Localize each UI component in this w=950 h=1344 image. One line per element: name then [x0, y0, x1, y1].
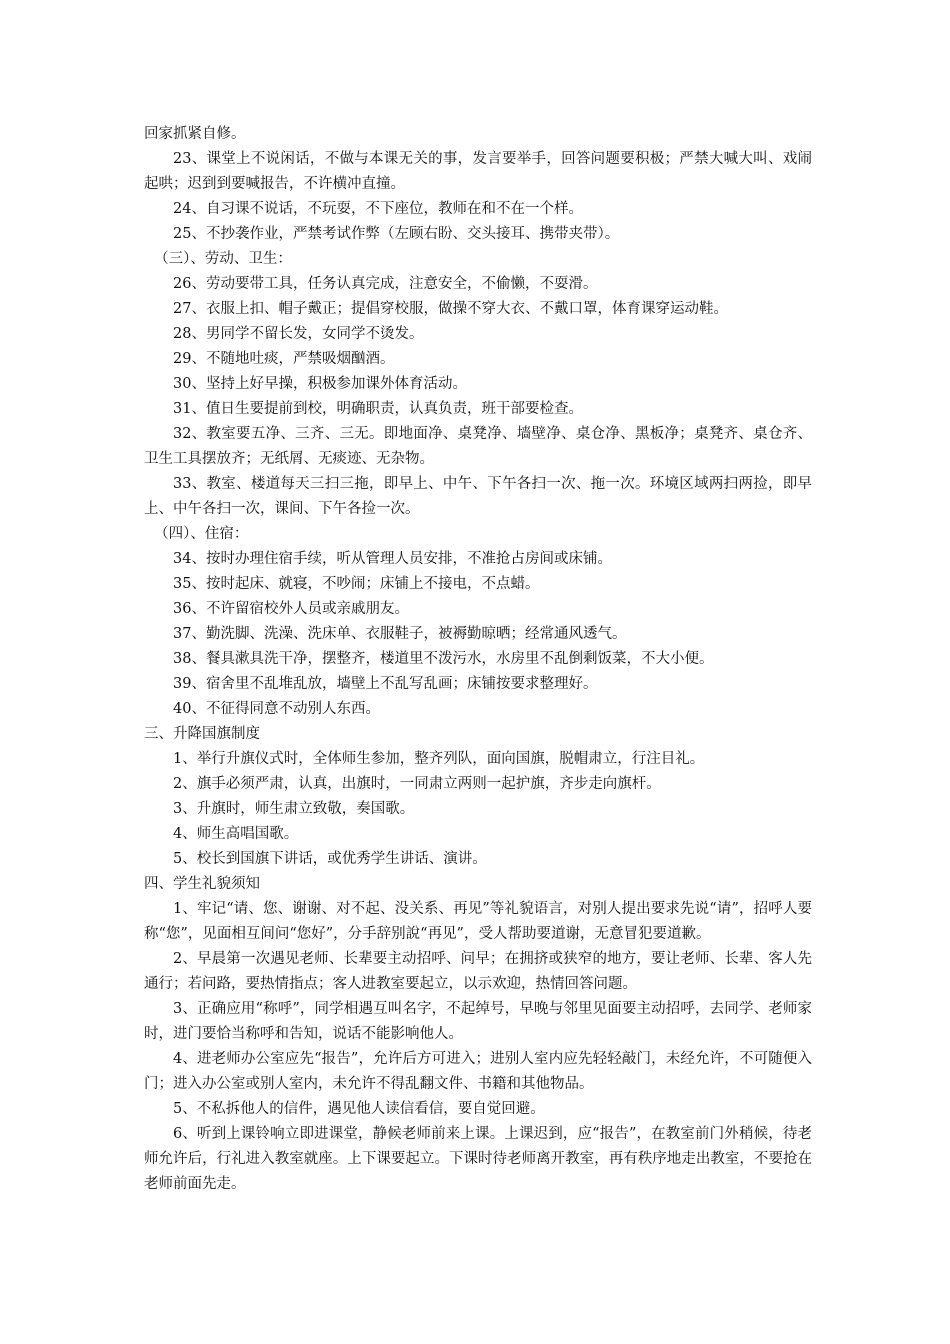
paragraph: 32、教室要五净、三齐、三无。即地面净、桌凳净、墙壁净、桌仓净、黑板净；桌凳齐、桌仓齐、卫生工具摆放齐；无纸屑、无痰迹、无杂物。 — [144, 426, 812, 467]
paragraph: 1、牢记“请、您、谢谢、对不起、没关系、再见”等礼貌语言，对别人提出要求先说“请”，招呼人要称“您”，见面相互间问“您好”，分手辞别說“再见”，受人帮助要道谢，无意冒犯要道歉。 — [144, 901, 812, 942]
paragraph: 4、进老师办公室应先“报告”，允许后方可进入；进别人室内应先轻轻敲门，未经允许，不可随便入门；进入办公室或别人室内，未允许不得乱翻文件、书籍和其他物品。 — [144, 1051, 812, 1092]
paragraph: 33、教室、楼道每天三扫三拖，即早上、中午、下午各扫一次、拖一次。环境区域两扫两捡，即早上、中午各扫一次，课间、下午各捡一次。 — [144, 476, 812, 517]
paragraph: 34、按时办理住宿手续，听从管理人员安排，不准抢占房间或床铺。 — [173, 551, 612, 567]
paragraph: 37、勤洗脚、洗澡、洗床单、衣服鞋子，被褥勤晾晒；经常通风透气。 — [173, 626, 627, 642]
paragraph: 25、不抄袭作业，严禁考试作弊（左顾右盼、交头接耳、携带夹带）。 — [173, 226, 620, 242]
subsection-heading: （三）、劳动、卫生： — [154, 251, 292, 267]
paragraph: 31、值日生要提前到校，明确职责，认真负责，班干部要检查。 — [173, 401, 583, 417]
paragraph: 回家抓紧自修。 — [144, 126, 246, 142]
paragraph: 28、男同学不留长发，女同学不烫发。 — [173, 326, 424, 342]
paragraph: 40、不征得同意不动别人东西。 — [173, 701, 380, 717]
paragraph: 6、听到上课铃响立即进课堂，静候老师前来上课。上课迟到，应“报告”，在教室前门外稍候，待老师允许后，行礼进入教室就座。上下课要起立。下课时待老师离开教室，再有秩序地走出教室，不要抢在老师前面先走。 — [144, 1126, 812, 1192]
paragraph: 3、升旗时，师生肃立致敬，奏国歌。 — [173, 801, 415, 817]
paragraph: 26、劳动要带工具，任务认真完成，注意安全，不偷懒，不耍滑。 — [173, 276, 598, 292]
paragraph: 3、正确应用“称呼”，同学相遇互叫名字，不起绰号，早晚与邻里见面要主动招呼，去同学、老师家时，进门要恰当称呼和告知，说话不能影响他人。 — [144, 1001, 812, 1042]
paragraph: 2、旗手必须严肃，认真，出旗时，一同肃立两则一起护旗，齐步走向旗杆。 — [173, 776, 661, 792]
section-heading: 四、学生礼貌须知 — [144, 876, 260, 892]
document-body — [144, 122, 812, 1197]
paragraph: 24、自习课不说话，不玩耍，不下座位，教师在和不在一个样。 — [173, 201, 583, 217]
paragraph: 39、宿舍里不乱堆乱放，墙壁上不乱写乱画；床铺按要求整理好。 — [173, 676, 598, 692]
paragraph: 1、举行升旗仪式时，全体师生参加，整齐列队，面向国旗，脱帽肃立，行注目礼。 — [173, 751, 705, 767]
subsection-heading: （四）、住宿： — [154, 526, 249, 542]
paragraph: 23、课堂上不说闲话，不做与本课无关的事，发言要举手，回答问题要积极；严禁大喊大叫、戏闹起哄；迟到到要喊报告，不许横冲直撞。 — [144, 151, 812, 192]
paragraph: 2、早晨第一次遇见老师、长辈要主动招呼、问早；在拥挤或狭窄的地方，要让老师、长辈、客人先通行；若问路，要热情指点；客人进教室要起立，以示欢迎，热情回答问题。 — [144, 951, 812, 992]
paragraph: 5、不私拆他人的信件，遇见他人读信看信，要自觉回避。 — [173, 1101, 545, 1117]
section-heading: 三、升降国旗制度 — [144, 726, 260, 742]
paragraph: 27、衣服上扣、帽子戴正；提倡穿校服，做操不穿大衣、不戴口罩，体育课穿运动鞋。 — [173, 301, 728, 317]
paragraph: 29、不随地吐痰，严禁吸烟酗酒。 — [173, 351, 395, 367]
paragraph: 38、餐具漱具洗干净，摆整齐，楼道里不泼污水，水房里不乱倒剩饭菜，不大小便。 — [173, 651, 714, 667]
paragraph: 30、坚持上好早操，积极参加课外体育活动。 — [173, 376, 467, 392]
paragraph: 35、按时起床、就寝，不吵闹；床铺上不接电，不点蜡。 — [173, 576, 540, 592]
paragraph: 4、师生高唱国歌。 — [173, 826, 299, 842]
paragraph: 36、不许留宿校外人员或亲戚朋友。 — [173, 601, 409, 617]
paragraph: 5、校长到国旗下讲话，或优秀学生讲话、演讲。 — [173, 851, 487, 867]
